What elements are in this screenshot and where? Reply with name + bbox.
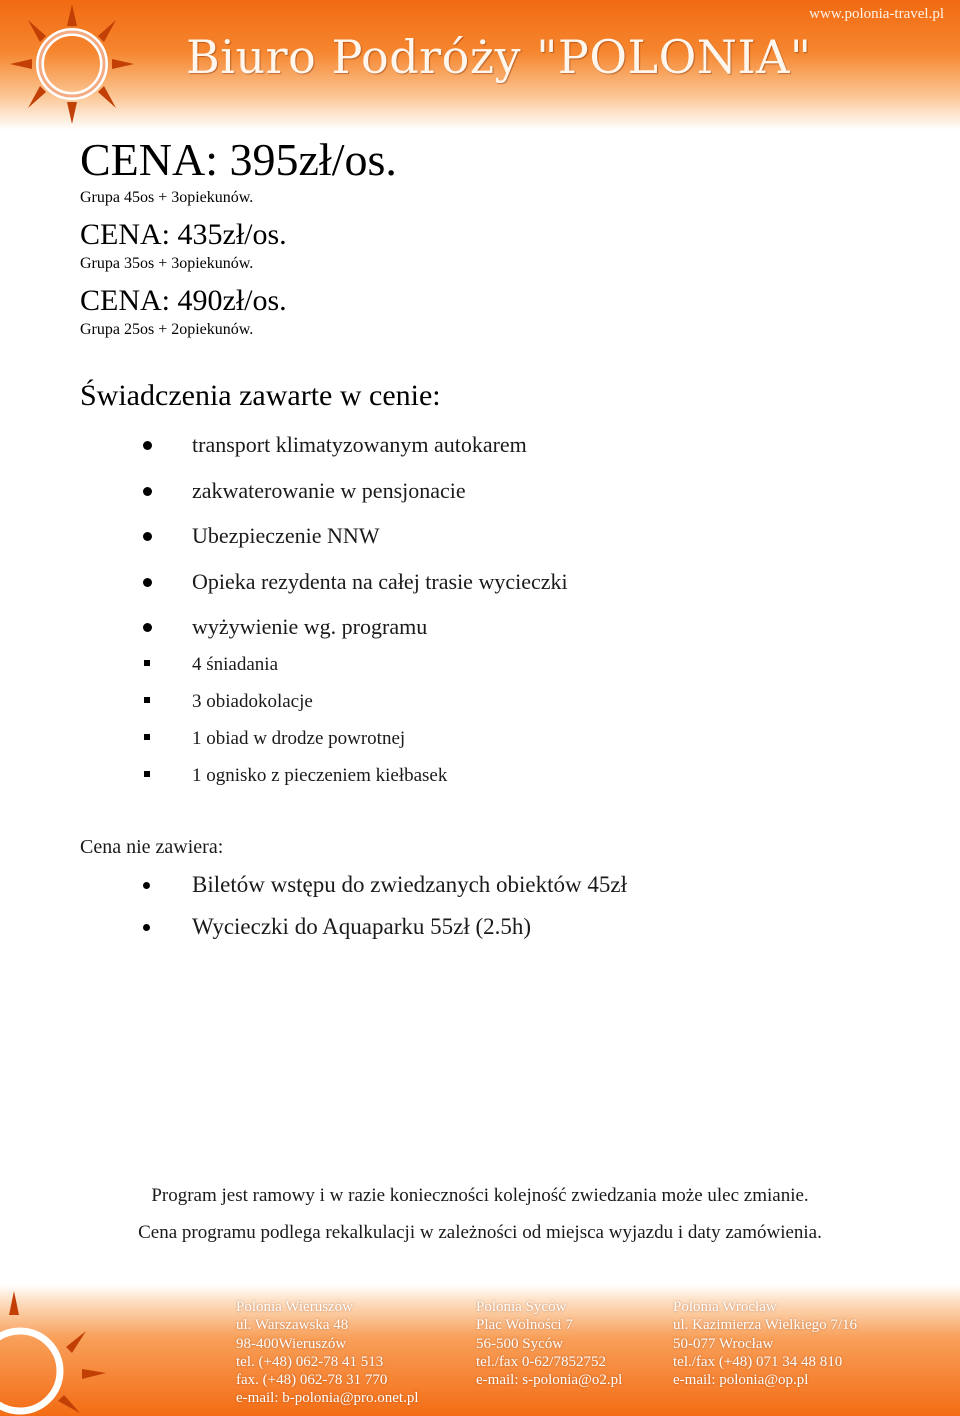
list-item-text: Wycieczki do Aquaparku 55zł (2.5h) xyxy=(192,913,532,939)
list-item xyxy=(80,521,900,551)
list-item xyxy=(80,652,900,678)
list-item xyxy=(80,476,900,506)
bullet-icon xyxy=(143,924,150,931)
office-sycow xyxy=(476,1298,622,1389)
square-bullet-icon xyxy=(144,734,150,740)
office-city: 98-400Wieruszów xyxy=(236,1335,347,1352)
main-content xyxy=(80,130,900,954)
bullet-icon xyxy=(143,623,152,632)
price-block-2 xyxy=(80,216,900,274)
website-url: www.polonia-travel.pl xyxy=(809,6,944,22)
office-city: 50-077 Wrocław xyxy=(673,1335,774,1352)
group-info: Grupa 25os + 2opiekunów. xyxy=(80,321,254,338)
list-item xyxy=(80,612,900,642)
group-info: Grupa 45os + 3opiekunów. xyxy=(80,189,254,206)
bullet-icon xyxy=(143,487,152,496)
included-title: Świadczenia zawarte w cenie: xyxy=(80,379,441,412)
list-item-text: 3 obiadokolacje xyxy=(192,690,313,712)
brand-title: Biuro Podróży "POLONIA" xyxy=(186,30,812,84)
office-name: Polonia Wrocław xyxy=(673,1299,777,1315)
list-item-text: wyżywienie wg. programu xyxy=(192,614,428,639)
list-item-text: 1 ognisko z pieczeniem kiełbasek xyxy=(192,764,448,786)
note-line: Program jest ramowy i w razie konieczności kolejność zwiedzania może ulec zmianie. xyxy=(151,1185,809,1206)
square-bullet-icon xyxy=(144,660,150,666)
list-item xyxy=(80,763,900,789)
office-street: ul. Warszawska 48 xyxy=(236,1317,349,1334)
office-email: e-mail: polonia@op.pl xyxy=(673,1372,809,1389)
group-info: Grupa 35os + 3opiekunów. xyxy=(80,255,254,272)
office-email: e-mail: s-polonia@o2.pl xyxy=(476,1372,623,1389)
price-block-3 xyxy=(80,282,900,340)
office-phone: tel./fax (+48) 071 34 48 810 xyxy=(673,1353,843,1370)
included-list xyxy=(80,430,900,642)
list-item-text: Biletów wstępu do zwiedzanych obiektów 45zł xyxy=(192,871,627,897)
sun-logo-icon xyxy=(0,0,160,130)
price-heading: CENA: 490zł/os. xyxy=(80,284,287,317)
office-phone: tel./fax 0-62/7852752 xyxy=(476,1353,606,1370)
list-item xyxy=(80,870,900,900)
bullet-icon xyxy=(143,578,152,587)
bullet-icon xyxy=(143,532,152,541)
bullet-icon xyxy=(143,882,150,889)
program-notes xyxy=(0,1177,960,1251)
sun-logo-icon xyxy=(0,1285,130,1416)
list-item-text: 4 śniadania xyxy=(192,653,279,675)
office-wieruszow xyxy=(236,1298,419,1408)
list-item xyxy=(80,912,900,942)
office-wroclaw xyxy=(673,1298,857,1389)
list-item xyxy=(80,430,900,460)
square-bullet-icon xyxy=(144,771,150,777)
office-name: Polonia Syców xyxy=(476,1299,567,1315)
office-street: ul. Kazimierza Wielkiego 7/16 xyxy=(673,1317,858,1334)
excluded-list xyxy=(80,870,900,942)
page-footer xyxy=(0,1285,960,1416)
price-heading: CENA: 395zł/os. xyxy=(80,134,397,185)
meals-list xyxy=(80,652,900,789)
office-phone: tel. (+48) 062-78 41 513 xyxy=(236,1353,384,1370)
price-heading: CENA: 435zł/os. xyxy=(80,218,287,251)
office-fax: fax. (+48) 062-78 31 770 xyxy=(236,1372,388,1389)
list-item xyxy=(80,567,900,597)
office-city: 56-500 Syców xyxy=(476,1335,564,1352)
list-item xyxy=(80,726,900,752)
list-item-text: transport klimatyzowanym autokarem xyxy=(192,432,527,457)
excluded-title: Cena nie zawiera: xyxy=(80,835,224,858)
list-item-text: zakwaterowanie w pensjonacie xyxy=(192,477,466,503)
list-item-text: 1 obiad w drodze powrotnej xyxy=(192,727,406,749)
office-email: e-mail: b-polonia@pro.onet.pl xyxy=(236,1390,419,1407)
price-block-1 xyxy=(80,132,900,208)
square-bullet-icon xyxy=(144,697,150,703)
office-street: Plac Wolności 7 xyxy=(476,1317,573,1334)
bullet-icon xyxy=(143,441,152,450)
list-item-text: Opieka rezydenta na całej trasie wycieczki xyxy=(192,568,568,594)
page-header xyxy=(0,0,960,130)
office-name: Polonia Wieruszów xyxy=(236,1299,354,1315)
list-item xyxy=(80,689,900,715)
note-line: Cena programu podlega rekalkulacji w zależności od miejsca wyjazdu i daty zamówienia. xyxy=(138,1222,822,1243)
list-item-text: Ubezpieczenie NNW xyxy=(192,523,380,548)
